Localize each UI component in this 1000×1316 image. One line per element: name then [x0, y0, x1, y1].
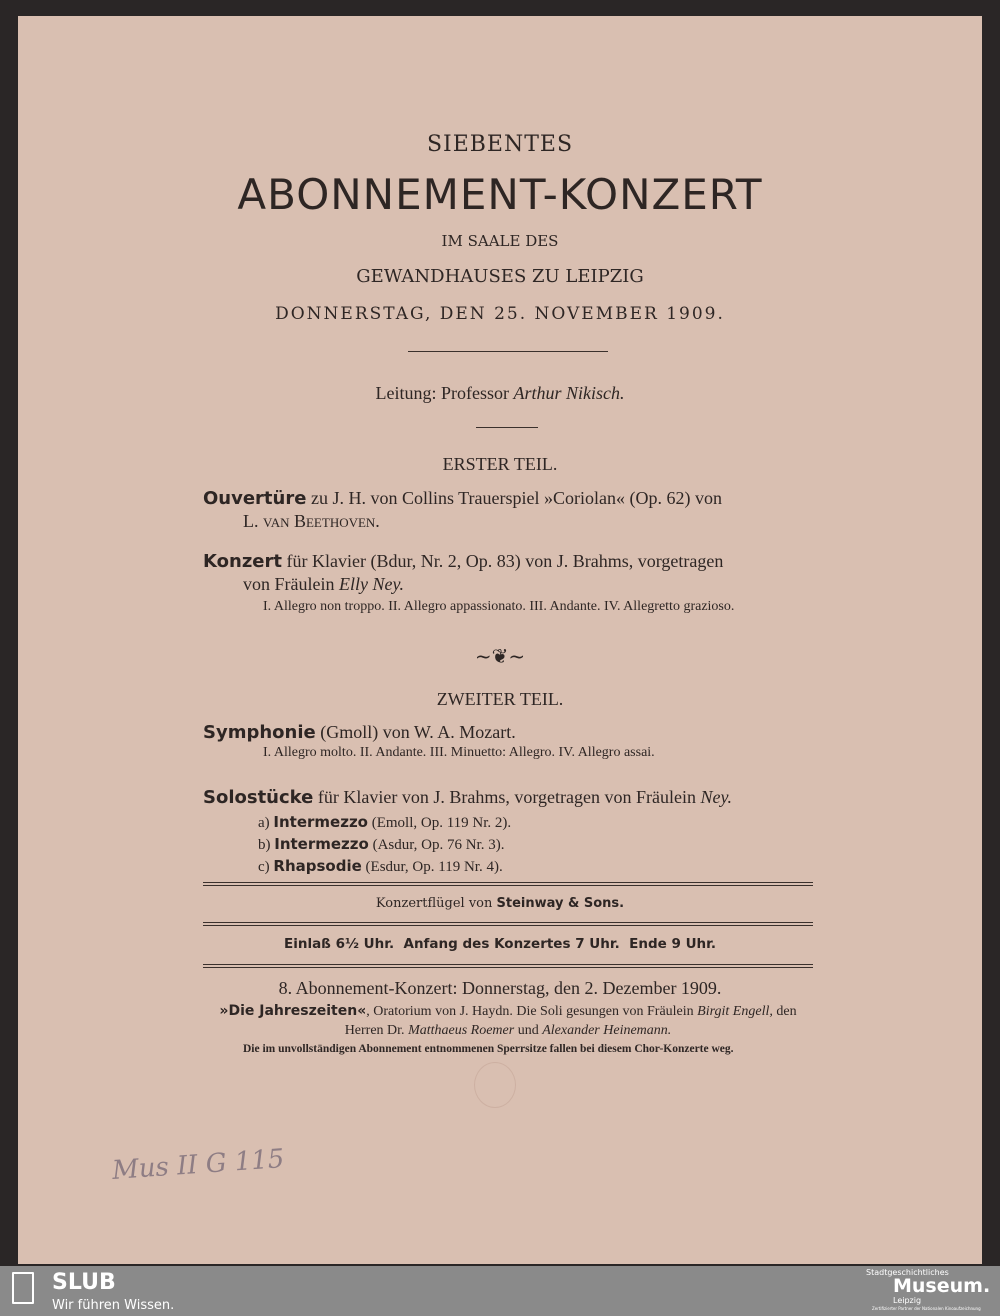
header-venue-1: IM SAALE DES: [441, 232, 559, 250]
slub-logo: SLUB: [52, 1270, 116, 1295]
double-rule: [203, 882, 813, 886]
item-text: zu J. H. von Collins Trauerspiel »Coriolan« (Op. 62) von: [306, 488, 722, 508]
slub-slogan: Wir führen Wissen.: [52, 1298, 175, 1313]
part2-title: ZWEITER TEIL.: [436, 689, 564, 709]
next-concert-title: 8. Abonnement-Konzert: Donnerstag, den 2. Dezember 1909.: [278, 978, 722, 998]
embossed-stamp: [474, 1062, 516, 1108]
museum-logo: Museum.: [893, 1275, 991, 1297]
item-text: (Gmoll) von W. A. Mozart.: [315, 722, 516, 742]
header-ordinal: SIEBENTES: [426, 132, 574, 157]
next-concert-note: Die im unvollständigen Abonnement entnommenen Sperrsitze fallen bei diesem Chor-Konzerte weg.: [243, 1043, 734, 1055]
times: Einlaß 6½ Uhr. Anfang des Konzertes 7 Uhr. Ende 9 Uhr.: [283, 936, 716, 952]
piece: [258, 856, 813, 878]
piece: [258, 834, 813, 856]
text: den Herren Dr.: [344, 1004, 797, 1038]
piece-detail: (Asdur, Op. 76 Nr. 3).: [368, 837, 505, 853]
soloist: Ney.: [700, 787, 732, 807]
piano-text: Konzertflügel von: [375, 896, 497, 911]
item-title: Solostücke: [203, 787, 314, 808]
piece-title: Intermezzo: [274, 835, 369, 853]
soloist: Matthaeus Roemer: [408, 1023, 515, 1038]
museum-line1: Stadtgeschichtliches: [866, 1268, 949, 1277]
piece-label: b): [258, 837, 275, 853]
shelfmark-handwriting: Mus II G 115: [111, 1144, 286, 1186]
part1-title: ERSTER TEIL.: [442, 454, 558, 474]
ornament-icon: ~❦~: [474, 644, 526, 668]
item-text: von Fräulein: [243, 574, 339, 594]
piano-note: [0, 896, 1000, 911]
double-rule: [203, 922, 813, 926]
text: , Oratorium von J. Haydn. Die Soli gesungen von Fräulein: [366, 1004, 698, 1019]
next-concert-details: [203, 1002, 813, 1040]
footer-bar: [0, 1266, 1000, 1316]
page-title: ABONNEMENT-KONZERT: [237, 170, 763, 219]
header-date: DONNERSTAG, DEN 25. NOVEMBER 1909.: [275, 304, 725, 324]
museum-city: Leipzig: [893, 1296, 922, 1305]
item-title: Konzert: [203, 551, 282, 572]
pieces-list: [203, 812, 813, 878]
soloist: Alexander Heinemann.: [542, 1023, 672, 1038]
soloist: Birgit Engell,: [697, 1004, 773, 1019]
conductor: [0, 383, 1000, 404]
item-title: Symphonie: [203, 722, 316, 743]
piece-detail: (Emoll, Op. 119 Nr. 2).: [367, 815, 512, 831]
header-venue-2: GEWANDHAUSES ZU LEIPZIG: [356, 266, 644, 287]
piece-label: a): [258, 815, 274, 831]
item-title: Ouvertüre: [203, 488, 307, 509]
program-item-concerto: [203, 550, 813, 616]
item-text: für Klavier (Bdur, Nr. 2, Op. 83) von J. Brahms, vorgetragen: [281, 551, 724, 571]
divider: [408, 351, 608, 352]
conductor-name: Arthur Nikisch.: [513, 383, 625, 403]
piano-brand: Steinway & Sons.: [496, 896, 625, 911]
piece: [258, 812, 813, 834]
piece-label: c): [258, 859, 274, 875]
divider: [476, 427, 538, 428]
museum-partner: Zertifizierter Partner der Nationalen Kinoaufzeichnung: [872, 1306, 981, 1311]
work-title: »Die Jahreszeiten«: [219, 1003, 367, 1019]
item-composer: L. van Beethoven.: [243, 511, 380, 531]
program-item-symphony: [203, 721, 813, 762]
movements: I. Allegro non troppo. II. Allegro appassionato. III. Andante. IV. Allegretto grazioso.: [263, 599, 735, 614]
program-item-solo: [203, 786, 813, 878]
piece-title: Rhapsodie: [273, 857, 362, 875]
item-text: für Klavier von J. Brahms, vorgetragen von Fräulein: [313, 787, 701, 807]
movements: I. Allegro molto. II. Andante. III. Minuetto: Allegro. IV. Allegro assai.: [263, 745, 655, 760]
conductor-label: Leitung: Professor: [375, 383, 509, 403]
program-item-overture: [203, 487, 813, 532]
book-icon: [12, 1272, 34, 1304]
piece-title: Intermezzo: [273, 813, 368, 831]
double-rule: [203, 964, 813, 968]
piece-detail: (Esdur, Op. 119 Nr. 4).: [361, 859, 503, 875]
soloist: Elly Ney.: [339, 574, 404, 594]
text: und: [514, 1023, 543, 1038]
